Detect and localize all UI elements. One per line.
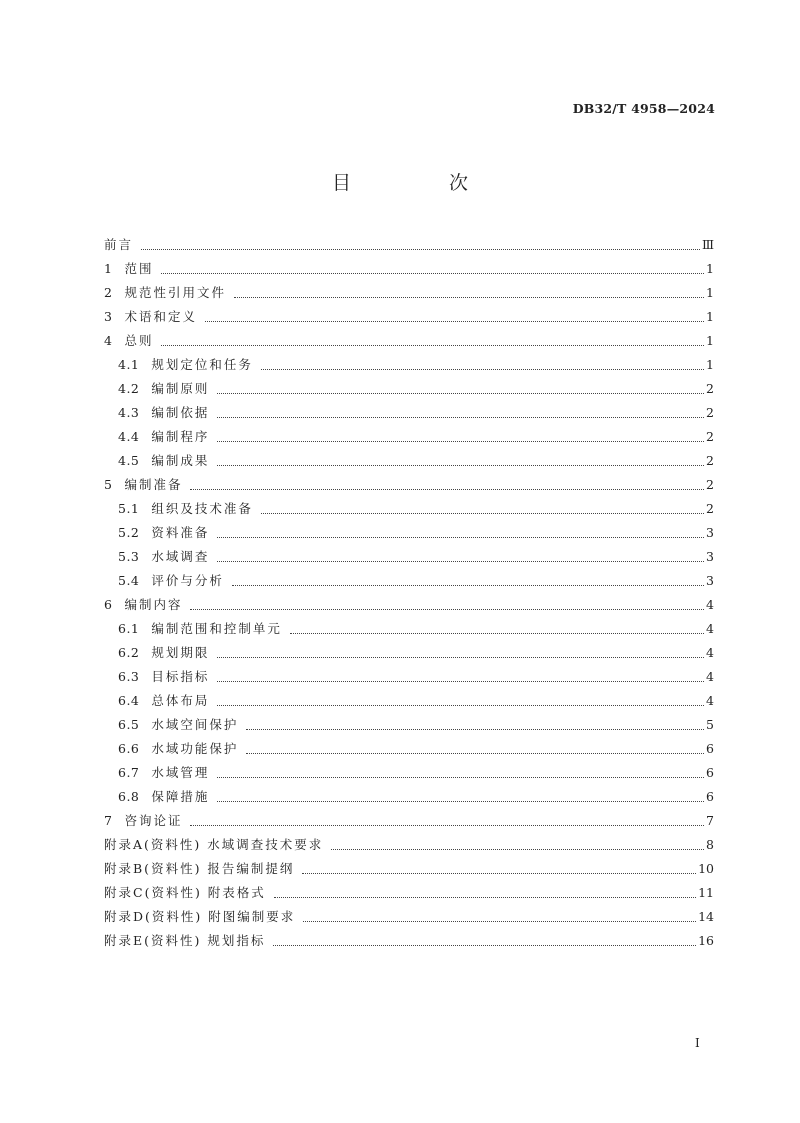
dot-leader bbox=[246, 752, 704, 754]
toc-entry[interactable] bbox=[104, 785, 714, 809]
toc-entry[interactable] bbox=[104, 449, 714, 473]
dot-leader bbox=[217, 560, 704, 562]
toc-entry-label: 附录C(资料性) 附表格式 bbox=[104, 885, 266, 900]
toc-entry[interactable] bbox=[104, 377, 714, 401]
toc-entry-page: 6 bbox=[706, 765, 714, 780]
toc-entry-page: 8 bbox=[706, 837, 714, 852]
toc-entry-label: 水域空间保护 bbox=[151, 717, 239, 732]
toc-entry-page: 2 bbox=[706, 381, 714, 396]
toc-entry[interactable] bbox=[104, 761, 714, 785]
dot-leader bbox=[303, 920, 696, 922]
dot-leader bbox=[302, 872, 696, 874]
toc-entry-page: 7 bbox=[706, 813, 714, 828]
toc-entry-page: 3 bbox=[706, 525, 714, 540]
toc-entry-number: 5.3 bbox=[118, 549, 140, 564]
toc-entry[interactable] bbox=[104, 401, 714, 425]
dot-leader bbox=[261, 512, 704, 514]
toc-entry-label: 资料准备 bbox=[151, 525, 210, 540]
toc-entry-label: 水域管理 bbox=[151, 765, 210, 780]
toc-entry-number: 4.3 bbox=[118, 405, 140, 420]
dot-leader bbox=[234, 296, 704, 298]
toc-entry[interactable] bbox=[104, 833, 714, 857]
dot-leader bbox=[141, 248, 700, 250]
toc-entry-label: 规划期限 bbox=[151, 645, 210, 660]
toc-entry-label: 总体布局 bbox=[151, 693, 210, 708]
toc-entry-page: 1 bbox=[706, 333, 714, 348]
toc-entry-page: 4 bbox=[706, 645, 714, 660]
dot-leader bbox=[217, 464, 704, 466]
dot-leader bbox=[274, 896, 696, 898]
toc-entry-number: 5.2 bbox=[118, 525, 140, 540]
toc-entry-label: 咨询论证 bbox=[124, 813, 183, 828]
toc-entry-page: 4 bbox=[706, 693, 714, 708]
page-number: I bbox=[695, 1036, 700, 1050]
toc-entry-page: 11 bbox=[698, 885, 714, 900]
toc-entry-number: 6.8 bbox=[118, 789, 140, 804]
toc-entry-label: 范围 bbox=[124, 261, 154, 276]
toc-entry-number: 6.7 bbox=[118, 765, 140, 780]
toc-entry-number: 6.4 bbox=[118, 693, 140, 708]
toc-entry-label: 附录E(资料性) 规划指标 bbox=[104, 933, 266, 948]
toc-entry-number: 6.5 bbox=[118, 717, 140, 732]
toc-entry[interactable] bbox=[104, 425, 714, 449]
toc-entry-label: 编制成果 bbox=[151, 453, 210, 468]
toc-entry-page: 4 bbox=[706, 669, 714, 684]
toc-entry[interactable] bbox=[104, 881, 714, 905]
toc-entry-page: 5 bbox=[706, 717, 714, 732]
toc-entry-page: 1 bbox=[706, 285, 714, 300]
dot-leader bbox=[161, 344, 704, 346]
toc-entry-number: 4 bbox=[104, 333, 113, 348]
dot-leader bbox=[290, 632, 704, 634]
toc-entry-number: 6.2 bbox=[118, 645, 140, 660]
toc-entry-page: 2 bbox=[706, 477, 714, 492]
toc-entry-number: 4.4 bbox=[118, 429, 140, 444]
toc-entry-label: 术语和定义 bbox=[124, 309, 197, 324]
toc-entry[interactable] bbox=[104, 905, 714, 929]
toc-entry-label: 附录B(资料性) 报告编制提纲 bbox=[104, 861, 295, 876]
toc-entry-page: 2 bbox=[706, 453, 714, 468]
toc-entry-page: 4 bbox=[706, 621, 714, 636]
toc-entry-page: 10 bbox=[698, 861, 714, 876]
toc-entry-label: 编制依据 bbox=[151, 405, 210, 420]
dot-leader bbox=[217, 440, 704, 442]
toc-entry-number: 2 bbox=[104, 285, 113, 300]
toc-entry-number: 6.3 bbox=[118, 669, 140, 684]
toc-entry[interactable] bbox=[104, 593, 714, 617]
toc-entry-label: 水域调查 bbox=[151, 549, 210, 564]
toc-entry-number: 4.1 bbox=[118, 357, 140, 372]
toc-entry-number: 6.6 bbox=[118, 741, 140, 756]
document-code: DB32/T 4958—2024 bbox=[572, 101, 715, 116]
toc-entry[interactable] bbox=[104, 857, 714, 881]
dot-leader bbox=[161, 272, 704, 274]
dot-leader bbox=[217, 416, 704, 418]
toc-entry[interactable] bbox=[104, 641, 714, 665]
toc-entry-page: 3 bbox=[706, 549, 714, 564]
toc-entry[interactable] bbox=[104, 305, 714, 329]
toc-entry-label: 组织及技术准备 bbox=[151, 501, 253, 516]
toc-entry-page: 2 bbox=[706, 501, 714, 516]
toc-entry[interactable] bbox=[104, 473, 714, 497]
toc-entry-number: 4.5 bbox=[118, 453, 140, 468]
toc-entry-number: 6 bbox=[104, 597, 113, 612]
toc-entry-page: 6 bbox=[706, 741, 714, 756]
toc-entry-page: 14 bbox=[698, 909, 714, 924]
toc-entry[interactable] bbox=[104, 713, 714, 737]
dot-leader bbox=[217, 392, 704, 394]
toc-entry-label: 编制程序 bbox=[151, 429, 210, 444]
dot-leader bbox=[217, 776, 704, 778]
toc-entry[interactable] bbox=[104, 497, 714, 521]
toc-entry[interactable] bbox=[104, 665, 714, 689]
dot-leader bbox=[246, 728, 704, 730]
toc-entry-label: 目标指标 bbox=[151, 669, 210, 684]
toc-entry[interactable] bbox=[104, 617, 714, 641]
dot-leader bbox=[190, 824, 704, 826]
toc-entry-label: 保障措施 bbox=[151, 789, 210, 804]
toc-entry-page: 2 bbox=[706, 405, 714, 420]
toc-entry-number: 4.2 bbox=[118, 381, 140, 396]
toc-entry-number: 6.1 bbox=[118, 621, 140, 636]
toc-entry-page: 1 bbox=[706, 357, 714, 372]
toc-entry-number: 5.1 bbox=[118, 501, 140, 516]
toc-entry-label: 前言 bbox=[104, 237, 134, 252]
dot-leader bbox=[190, 488, 704, 490]
toc-entry-label: 编制范围和控制单元 bbox=[151, 621, 282, 636]
toc-entry[interactable] bbox=[104, 353, 714, 377]
toc-entry[interactable] bbox=[104, 929, 714, 953]
toc-entry[interactable] bbox=[104, 569, 714, 593]
page-title: 目 次 bbox=[331, 172, 515, 194]
toc-entry-label: 编制内容 bbox=[124, 597, 183, 612]
toc-entry-number: 5.4 bbox=[118, 573, 140, 588]
toc-entry-label: 附录A(资料性) 水域调查技术要求 bbox=[104, 837, 324, 852]
dot-leader bbox=[217, 536, 704, 538]
dot-leader bbox=[331, 848, 704, 850]
dot-leader bbox=[190, 608, 704, 610]
dot-leader bbox=[217, 800, 704, 802]
toc-entry-label: 总则 bbox=[124, 333, 154, 348]
dot-leader bbox=[261, 368, 704, 370]
toc-entry-label: 规范性引用文件 bbox=[124, 285, 226, 300]
toc-entry-page: 3 bbox=[706, 573, 714, 588]
toc-entry-label: 水域功能保护 bbox=[151, 741, 239, 756]
toc-entry[interactable] bbox=[104, 233, 714, 257]
toc-entry[interactable] bbox=[104, 329, 714, 353]
toc-entry-number: 7 bbox=[104, 813, 113, 828]
dot-leader bbox=[273, 944, 696, 946]
toc-entry[interactable] bbox=[104, 281, 714, 305]
toc-entry-label: 编制准备 bbox=[124, 477, 183, 492]
toc-entry-number: 5 bbox=[104, 477, 113, 492]
toc-entry[interactable] bbox=[104, 737, 714, 761]
toc-entry[interactable] bbox=[104, 809, 714, 833]
toc-entry-label: 评价与分析 bbox=[151, 573, 224, 588]
toc-entry-page: 4 bbox=[706, 597, 714, 612]
dot-leader bbox=[217, 656, 704, 658]
table-of-contents bbox=[104, 233, 714, 953]
toc-entry-page: 16 bbox=[698, 933, 714, 948]
toc-entry[interactable] bbox=[104, 689, 714, 713]
dot-leader bbox=[232, 584, 704, 586]
toc-entry-page: Ⅲ bbox=[701, 237, 714, 252]
toc-entry-label: 附录D(资料性) 附图编制要求 bbox=[104, 909, 296, 924]
dot-leader bbox=[217, 704, 704, 706]
toc-entry[interactable] bbox=[104, 545, 714, 569]
toc-entry-page: 1 bbox=[706, 309, 714, 324]
toc-entry-page: 1 bbox=[706, 261, 714, 276]
toc-entry[interactable] bbox=[104, 521, 714, 545]
toc-entry[interactable] bbox=[104, 257, 714, 281]
toc-entry-page: 2 bbox=[706, 429, 714, 444]
dot-leader bbox=[205, 320, 704, 322]
toc-entry-page: 6 bbox=[706, 789, 714, 804]
dot-leader bbox=[217, 680, 704, 682]
toc-entry-number: 3 bbox=[104, 309, 113, 324]
toc-entry-number: 1 bbox=[104, 261, 113, 276]
toc-entry-label: 规划定位和任务 bbox=[151, 357, 253, 372]
toc-entry-label: 编制原则 bbox=[151, 381, 210, 396]
